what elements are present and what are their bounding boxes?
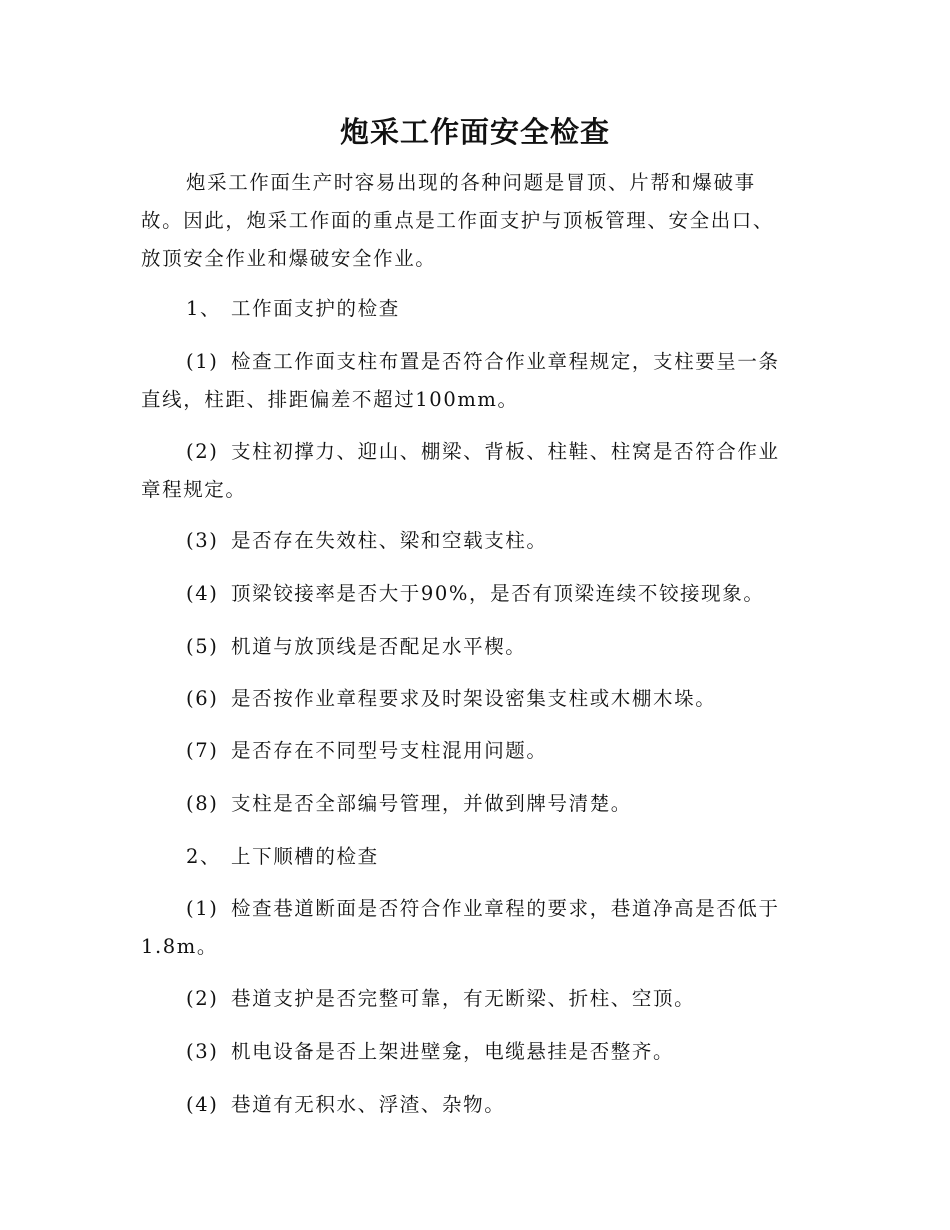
intro-line: 放顶安全作业和爆破安全作业。 [141, 247, 437, 270]
list-item [141, 980, 846, 1018]
item-text: 顶梁铰接率是否大于90%，是否有顶梁连续不铰接现象。 [231, 582, 765, 605]
item-number: (6) [186, 687, 219, 710]
item-number: (3) [186, 1040, 219, 1063]
item-text: 巷道支护是否完整可靠，有无断梁、折柱、空顶。 [231, 987, 696, 1010]
item-text: 巷道有无积水、浮渣、杂物。 [231, 1093, 506, 1116]
item-text: 检查巷道断面是否符合作业章程的要求，巷道净高是否低于 [231, 897, 780, 920]
item-text: 机道与放顶线是否配足水平楔。 [231, 635, 527, 658]
item-number: (1) [186, 350, 219, 373]
item-number: (1) [186, 897, 219, 920]
list-item [141, 433, 801, 509]
section-number: 1、 [186, 297, 222, 320]
item-text: 支柱初撑力、迎山、棚梁、背板、柱鞋、柱窝是否符合作业 [231, 440, 780, 463]
section-title: 上下顺槽的检查 [231, 845, 379, 868]
section-title: 工作面支护的检查 [231, 297, 400, 320]
item-text: 直线，柱距、排距偏差不超过100mm。 [141, 388, 519, 411]
item-text: 章程规定。 [141, 478, 247, 501]
list-item [141, 785, 846, 823]
list-item [141, 890, 801, 966]
list-item [141, 1033, 846, 1071]
intro-paragraph [141, 164, 801, 278]
item-text: 机电设备是否上架进壁龛，电缆悬挂是否整齐。 [231, 1040, 675, 1063]
item-text: 1.8m。 [141, 935, 219, 958]
item-number: (5) [186, 635, 219, 658]
item-text: 是否按作业章程要求及时架设密集支柱或木棚木垛。 [231, 687, 717, 710]
list-item [141, 522, 846, 560]
item-number: (2) [186, 440, 219, 463]
list-item [141, 575, 846, 613]
list-item [141, 680, 846, 718]
section-number: 2、 [186, 845, 222, 868]
intro-line: 炮采工作面生产时容易出现的各种问题是冒顶、片帮和爆破事 [186, 171, 756, 194]
item-text: 支柱是否全部编号管理，并做到牌号清楚。 [231, 792, 632, 815]
item-number: (2) [186, 987, 219, 1010]
item-number: (4) [186, 1093, 219, 1116]
list-item [141, 1086, 846, 1124]
list-item [141, 628, 846, 666]
document-title: 炮采工作面安全检查 [339, 115, 610, 149]
section-heading [141, 290, 846, 328]
intro-line: 故。因此，炮采工作面的重点是工作面支护与顶板管理、安全出口、 [141, 209, 775, 232]
item-text: 是否存在不同型号支柱混用问题。 [231, 739, 548, 762]
item-number: (4) [186, 582, 219, 605]
item-number: (7) [186, 739, 219, 762]
item-number: (3) [186, 529, 219, 552]
section-heading [141, 838, 846, 876]
item-number: (8) [186, 792, 219, 815]
list-item [141, 343, 801, 419]
item-text: 检查工作面支柱布置是否符合作业章程规定，支柱要呈一条 [231, 350, 780, 373]
list-item [141, 732, 846, 770]
item-text: 是否存在失效柱、梁和空载支柱。 [231, 529, 548, 552]
